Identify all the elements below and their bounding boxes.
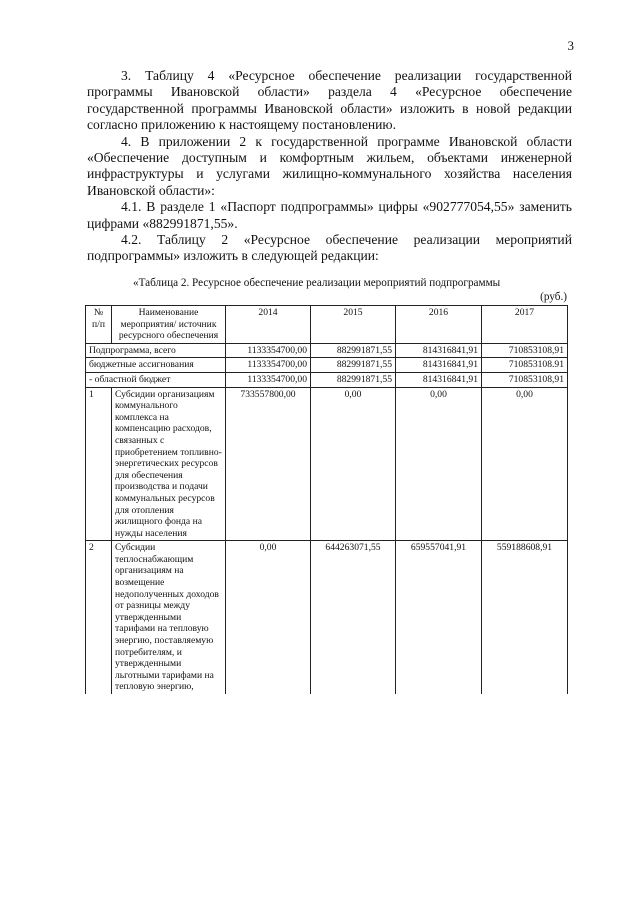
summary-value: 710853108,91 [482,343,568,358]
summary-value: 814316841,91 [396,372,482,387]
row-value: 0,00 [311,387,396,541]
row-num: 1 [86,387,112,541]
row-value: 733557800,00 [226,387,311,541]
paragraph-1: 3. Таблицу 4 «Ресурсное обеспечение реализации государственной программы Ивановской области» раздела 4 «Ресурсное обеспечение государственной программы Ивановской области» изложить в новой редакции согласно приложению к настоящему постановлению. [87,68,572,133]
header-2017: 2017 [482,306,568,344]
row-name: Субсидии организациям коммунального комплекса на компенсацию расходов, связанных с приобретением топливно-энергетических ресурсов для обеспечения производства и подачи коммунальных ресурсов для отопления жилищного фонда на нужды населения [112,387,226,541]
row-num: 2 [86,541,112,694]
summary-value: 882991871,55 [311,358,396,373]
summary-value: 1133354700,00 [226,343,311,358]
summary-value: 710853108,91 [482,372,568,387]
summary-value: 710853108.91 [482,358,568,373]
summary-value: 882991871,55 [311,343,396,358]
header-2015: 2015 [311,306,396,344]
table-units: (руб.) [540,291,567,303]
row-name: Субсидии теплоснабжающим организациям на возмещение недополученных доходов от разницы между утвержденными тарифами на тепловую энергию, поставляемую потребителям, и утвержденными льготными тарифами на тепловую энергию, [112,541,226,694]
header-2014: 2014 [226,306,311,344]
paragraph-4: 4.2. Таблицу 2 «Ресурсное обеспечение реализации мероприятий подпрограммы» изложить в следующей редакции: [87,232,572,264]
body-text [87,68,572,265]
header-name: Наименование мероприятия/ источник ресурсного обеспечения [112,306,226,344]
summary-value: 1133354700,00 [226,358,311,373]
row-value: 559188608,91 [482,541,568,694]
row-value: 0,00 [396,387,482,541]
summary-label: - областной бюджет [86,372,226,387]
page-number: 3 [567,38,574,53]
summary-value: 814316841,91 [396,358,482,373]
row-value: 644263071,55 [311,541,396,694]
row-value: 0,00 [226,541,311,694]
table-header-row [86,306,568,344]
paragraph-2: 4. В приложении 2 к государственной программе Ивановской области «Обеспечение доступным и комфортным жильем, объектами инженерной инфраструктуры и услугами жилищно-коммунального хозяйства населения Ивановской области»: [87,133,572,198]
paragraph-3: 4.1. В разделе 1 «Паспорт подпрограммы» цифры «902777054,55» заменить цифрами «882991871,55». [87,199,572,231]
table-caption: «Таблица 2. Ресурсное обеспечение реализации мероприятий подпрограммы [133,277,501,289]
summary-label: бюджетные ассигнования [86,358,226,373]
table-row [86,372,568,387]
row-value: 0,00 [482,387,568,541]
header-num: № п/п [86,306,112,344]
summary-label: Подпрограмма, всего [86,343,226,358]
row-value: 659557041,91 [396,541,482,694]
header-2016: 2016 [396,306,482,344]
table-row [86,358,568,373]
table-row [86,387,568,541]
summary-value: 1133354700,00 [226,372,311,387]
summary-value: 882991871,55 [311,372,396,387]
resource-table [85,305,568,694]
summary-value: 814316841,91 [396,343,482,358]
table-row [86,541,568,694]
table-row [86,343,568,358]
